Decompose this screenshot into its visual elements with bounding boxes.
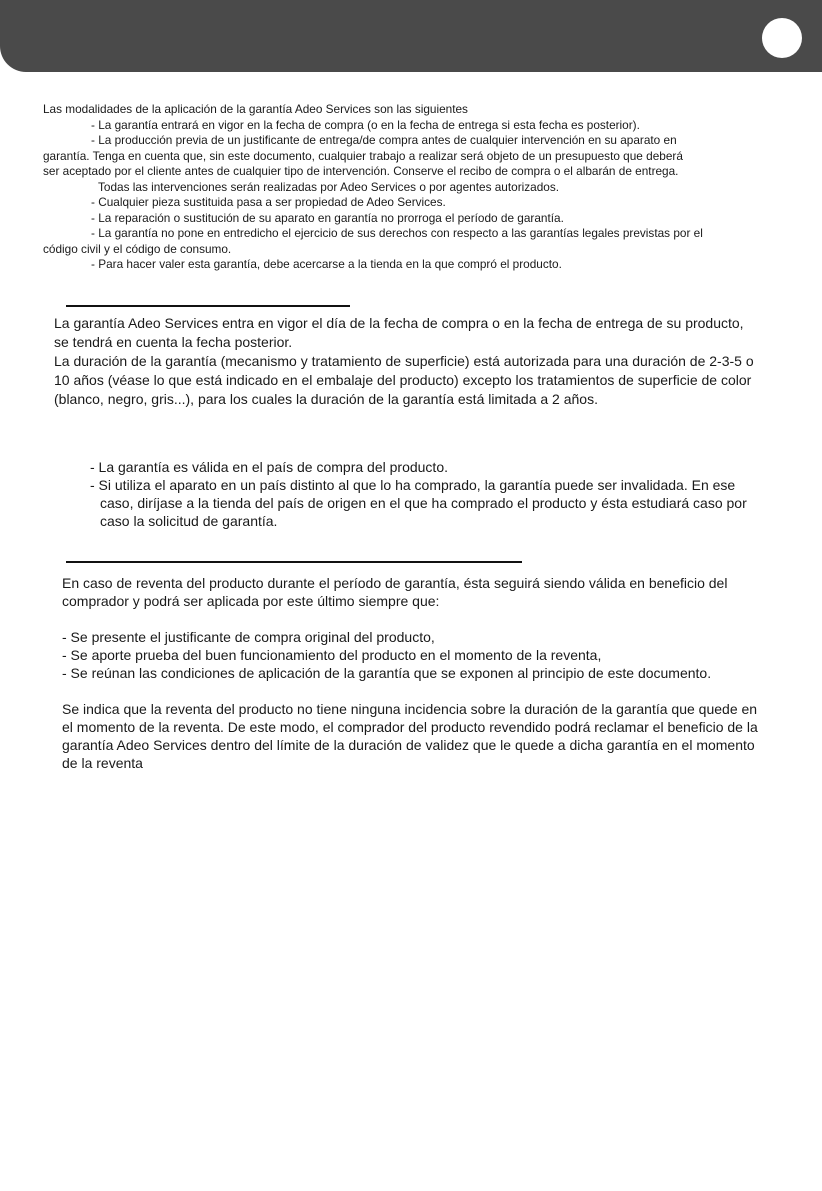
section-divider bbox=[66, 561, 522, 563]
header-band bbox=[0, 0, 822, 72]
resale-closing-line: de la reventa bbox=[62, 755, 143, 771]
duration-line: La duración de la garantía (mecanismo y tratamiento de superficie) está autorizada para una duración de 2-3-5 o bbox=[54, 353, 754, 369]
terms-line: ser aceptado por el cliente antes de cualquier tipo de intervención. Conserve el recibo de compra o el albarán de entrega. bbox=[43, 164, 679, 178]
resale-intro-line: comprador y podrá ser aplicada por este último siempre que: bbox=[62, 593, 440, 609]
terms-line: - Cualquier pieza sustituida pasa a ser propiedad de Adeo Services. bbox=[91, 195, 446, 209]
territory-line: - Si utiliza el aparato en un país distinto al que lo ha comprado, la garantía puede ser invalidada. En ese bbox=[90, 477, 736, 493]
territory-line: caso la solicitud de garantía. bbox=[100, 513, 278, 529]
duration-line: 10 años (véase lo que está indicado en el embalaje del producto) excepto los tratamientos de superficie de color bbox=[54, 372, 752, 388]
terms-line: - La reparación o sustitución de su aparato en garantía no prorroga el período de garantía. bbox=[91, 210, 564, 225]
duration-line: La garantía Adeo Services entra en vigor el día de la fecha de compra o en la fecha de entrega de su producto, bbox=[54, 315, 744, 331]
duration-line: (blanco, negro, gris...), para los cuales la duración de la garantía está limitada a 2 años. bbox=[54, 391, 598, 407]
terms-line: garantía. Tenga en cuenta que, sin este documento, cualquier trabajo a realizar será objeto de un presupuesto que deberá bbox=[43, 148, 683, 163]
duration-line: se tendrá en cuenta la fecha posterior. bbox=[54, 334, 293, 350]
resale-closing-line: Se indica que la reventa del producto no tiene ninguna incidencia sobre la duración de la garantía que quede en bbox=[62, 701, 758, 717]
resale-condition: - Se reúnan las condiciones de aplicación de la garantía que se exponen al principio de este documento. bbox=[62, 665, 712, 681]
warranty-territory-section bbox=[90, 458, 747, 530]
resale-intro-line: En caso de reventa del producto durante el período de garantía, ésta seguirá siendo válida en beneficio del bbox=[62, 575, 728, 591]
terms-line: - La garantía no pone en entredicho el ejercicio de sus derechos con respecto a las garantías legales previstas por el bbox=[91, 226, 703, 240]
page-number-circle bbox=[762, 18, 802, 58]
terms-line: código civil y el código de consumo. bbox=[43, 241, 232, 256]
territory-line: caso, diríjase a la tienda del país de origen en el que ha comprado el producto y ésta estudiará caso por bbox=[100, 495, 747, 511]
terms-line: Todas las intervenciones serán realizadas por Adeo Services o por agentes autorizados. bbox=[98, 179, 560, 194]
resale-closing-line: el momento de la reventa. De este modo, el comprador del producto revendido podrá reclamar el beneficio de la bbox=[62, 719, 758, 735]
warranty-terms-section bbox=[43, 102, 703, 273]
warranty-duration-section bbox=[54, 314, 754, 409]
resale-condition: - Se aporte prueba del buen funcionamiento del producto en el momento de la reventa, bbox=[62, 647, 602, 663]
section-divider bbox=[66, 305, 350, 307]
terms-line: - La producción previa de un justificante de entrega/de compra antes de cualquier intervención en su aparato en bbox=[91, 133, 677, 147]
warranty-resale-section bbox=[62, 574, 758, 772]
terms-intro: Las modalidades de la aplicación de la garantía Adeo Services son las siguientes bbox=[43, 102, 468, 116]
terms-line: - La garantía entrará en vigor en la fecha de compra (o en la fecha de entrega si esta fecha es posterior). bbox=[91, 117, 640, 132]
territory-line: - La garantía es válida en el país de compra del producto. bbox=[90, 459, 448, 475]
terms-line: - Para hacer valer esta garantía, debe acercarse a la tienda en la que compró el producto. bbox=[91, 257, 562, 271]
resale-condition: - Se presente el justificante de compra original del producto, bbox=[62, 629, 435, 645]
resale-closing-line: garantía Adeo Services dentro del límite de la duración de validez que le quede a dicha garantía en el momento bbox=[62, 737, 755, 753]
